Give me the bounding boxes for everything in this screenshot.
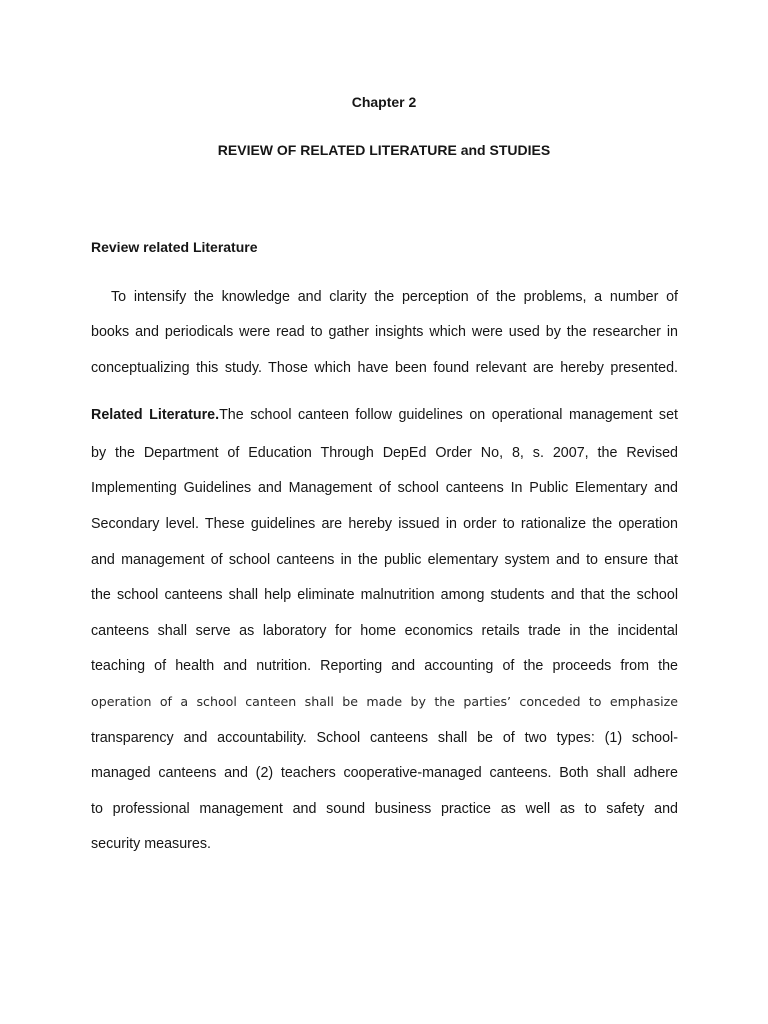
chapter-label: Chapter 2 (351, 94, 417, 110)
section-heading: Review related Literature (91, 239, 258, 255)
related-line: operation of a school canteen shall be made by the parties’ conceded to emphasize (91, 694, 678, 709)
related-line: canteens shall serve as laboratory for home economics retails trade in the incidental (91, 623, 678, 639)
intro-line: books and periodicals were read to gather insights which were used by the researcher in (91, 324, 678, 340)
related-line: security measures. (91, 836, 211, 852)
related-line: managed canteens and (2) teachers cooperative-managed canteens. Both shall adhere (91, 765, 678, 781)
related-first-line (91, 406, 678, 424)
related-line: and management of school canteens in the public elementary system and to ensure that (91, 552, 678, 568)
intro-line: conceptualizing this study. Those which have been found relevant are hereby presented. (91, 360, 678, 376)
related-line: the school canteens shall help eliminate malnutrition among students and that the school (91, 587, 678, 603)
related-line: transparency and accountability. School canteens shall be of two types: (1) school- (91, 730, 678, 746)
related-first-line-text: The school canteen follow guidelines on operational management set (219, 407, 678, 423)
intro-line: To intensify the knowledge and clarity the perception of the problems, a number of (111, 289, 678, 305)
related-line: to professional management and sound business practice as well as to safety and (91, 801, 678, 817)
related-line: by the Department of Education Through DepEd Order No, 8, s. 2007, the Revised (91, 445, 678, 461)
related-line: Implementing Guidelines and Management of school canteens In Public Elementary and (91, 480, 678, 496)
related-line: Secondary level. These guidelines are hereby issued in order to rationalize the operation (91, 516, 678, 532)
chapter-title: REVIEW OF RELATED LITERATURE and STUDIES (217, 142, 551, 158)
related-literature-label: Related Literature. (91, 407, 220, 423)
related-line: teaching of health and nutrition. Reporting and accounting of the proceeds from the (91, 658, 678, 674)
